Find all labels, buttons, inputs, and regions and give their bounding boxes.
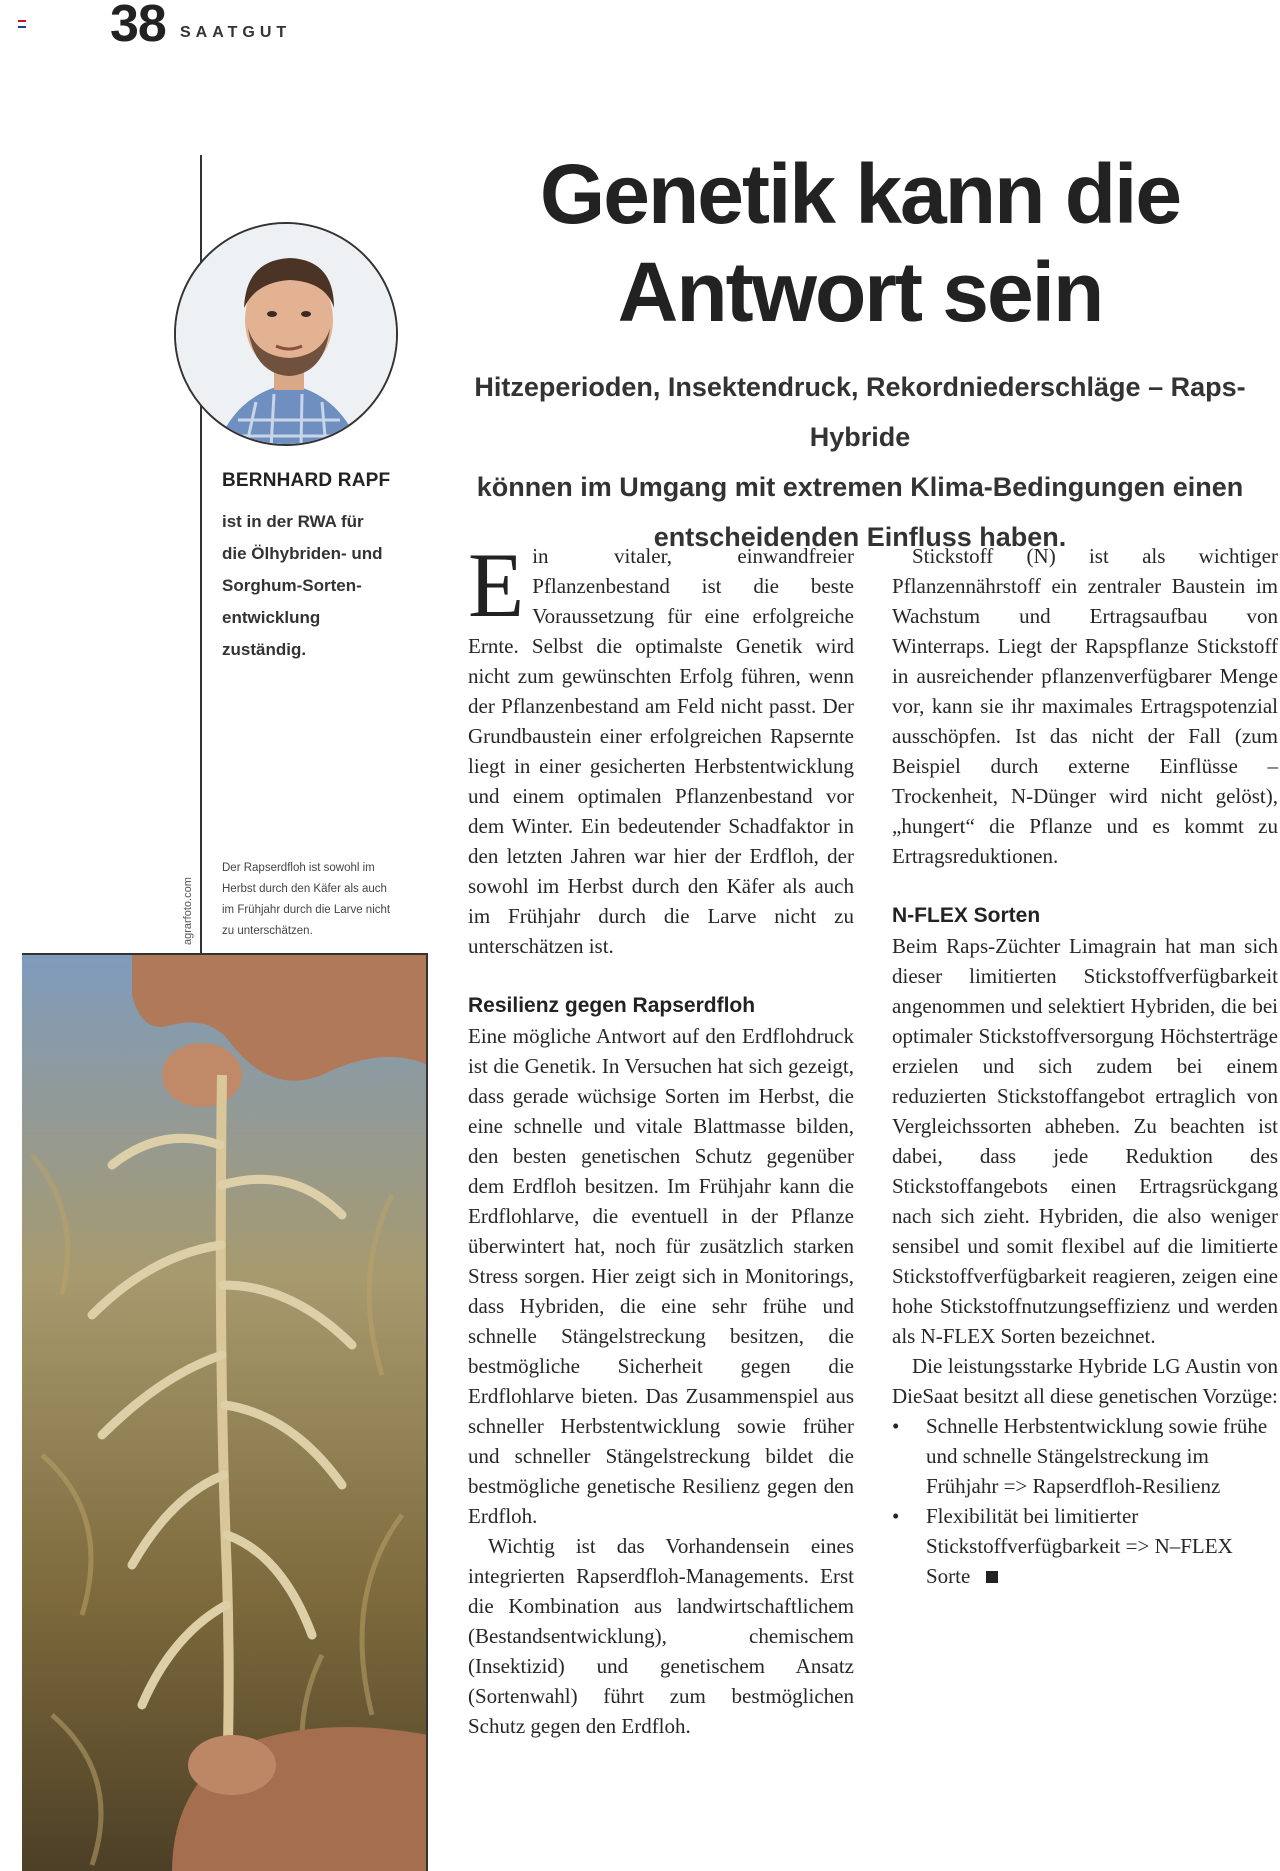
author-name: BERNHARD RAPF <box>222 470 391 491</box>
lead-line: können im Umgang mit extremen Klima-Bedingungen einen <box>476 472 1244 502</box>
list-item <box>892 1501 1278 1591</box>
portrait-illustration <box>176 224 398 446</box>
subheading-resilienz: Resilienz gegen Rapserdfloh <box>468 994 756 1017</box>
list-item-text: Schnelle Herbstentwicklung sowie frühe und schnelle Stängelstreckung im Frühjahr => Rapserdfloh-Resilienz <box>926 1414 1268 1498</box>
photo-caption: Der Rapserdfloh ist sowohl im Herbst durch den Käfer als auch im Frühjahr durch die Larve nicht zu unterschätzen. <box>222 862 391 937</box>
page-number: 38 <box>110 0 166 53</box>
flag-icon <box>18 20 26 27</box>
benefits-list <box>892 1411 1278 1591</box>
lead-text <box>460 362 1260 562</box>
article-column-1 <box>468 534 854 1741</box>
headline-line: Antwort sein <box>617 245 1103 339</box>
paragraph: Beim Raps-Züchter Limagrain hat man sich dieser limitierten Stickstoffverfügbarkeit angenommen und selektiert Hybriden, die bei optimaler Stickstoffversorgung Höchsterträge erzielen und sich zudem bei einem reduzierten Stickstoffangebot ertraglich von Vergleichssorten abheben. Zu beachten ist dabei, dass jede Reduktion des Stickstoffangebots einen Ertragsrückgang nach sich zieht. Hybriden, die also weniger sensibel und somit flexibel auf die limitierte Stickstoffverfügbarkeit reagieren, zeigen eine hohe Stickstoffnutzungseffizienz und werden als N-FLEX Sorten bezeichnet. <box>892 934 1278 1348</box>
lead-line: Hitzeperioden, Insektendruck, Rekordniederschläge – Raps-Hybride <box>474 372 1246 452</box>
paragraph: Wichtig ist das Vorhandensein eines integrierten Rapserdfloh-Managements. Erst die Kombination aus landwirtschaftlichem (Bestandsentwicklung), chemischem (Insektizid) und genetischem Ansatz (Sortenwahl) führt zum bestmöglichen Schutz gegen den Erdfloh. <box>468 1534 854 1738</box>
rapeseed-illustration <box>22 955 428 1871</box>
paragraph: Stickstoff (N) ist als wichtiger Pflanzennährstoff ein zentraler Baustein im Wachstum und Ertragsaufbau von Winterraps. Liegt der Rapspflanze Stickstoff in ausreichender pflanzenverfügbarer Menge vor, kann sie ihr maximales Ertragspotenzial ausschöpfen. Ist das nicht der Fall (zum Beispiel durch externe Einflüsse – Trockenheit, N-Dünger wird nicht gelöst), „hungert“ die Pflanze und es kommt zu Ertragsreduktionen. <box>892 544 1278 868</box>
lead-line: entscheidenden Einfluss haben. <box>653 522 1067 552</box>
paragraph: Die leistungsstarke Hybride LG Austin von DieSaat besitzt all diese genetischen Vorzüge: <box>892 1354 1278 1408</box>
paragraph-text: in vitaler, einwandfreier Pflanzenbestand ist die beste Voraussetzung für eine erfolgreiche Ernte. Selbst die optimalste Genetik wird nicht zum gewünschten Erfolg führen, wenn der Pflanzenbestand am Feld nicht passt. Der Grundbaustein einer erfolgreichen Rapsernte liegt in einer gesicherten Herbstentwicklung und einem optimalen Pflanzenbestand vor dem Winter. Ein bedeutender Schadfaktor in den letzten Jahren war hier der Erdfloh, der sowohl im Herbst durch den Käfer als auch im Frühjahr durch die Larve nicht zu unterschätzen ist. <box>468 544 854 958</box>
section-label: SAATGUT <box>180 24 292 41</box>
paragraph: Eine mögliche Antwort auf den Erdflohdruck ist die Genetik. In Versuchen hat sich gezeigt, dass gerade wüchsige Sorten im Herbst, die eine schnelle und vitale Blattmasse bilden, den besten genetischen Schutz gegenüber dem Erdfloh besitzen. Im Frühjahr kann die Erdflohlarve, die eventuell in der Pflanze überwintert hat, noch für zusätzlich starken Stress sorgen. Hier zeigt sich in Monitorings, dass Hybriden, die eine sehr frühe und schnelle Stängelstreckung besitzen, die bestmögliche Sicherheit gegen die Erdflohlarve bieten. Das Zusammenspiel aus schneller Herbstentwicklung sowie früher und schneller Stängelstreckung bildet die bestmögliche genetische Resilienz gegen den Erdfloh. <box>468 1024 854 1528</box>
headline-line: Genetik kann die <box>539 147 1181 241</box>
end-mark-icon <box>986 1571 998 1583</box>
author-role: ist in der RWA für die Ölhybriden- und Sorghum-Sorten-entwicklung zuständig. <box>222 512 383 659</box>
list-item-text: Flexibilität bei limitierter Stickstoffverfügbarkeit => N–FLEX Sorte <box>926 1504 1233 1588</box>
drop-cap: E <box>468 534 525 636</box>
rapeseed-photo <box>22 953 428 1871</box>
article-column-2 <box>892 541 1278 1591</box>
author-portrait <box>174 222 398 446</box>
subheading-nflex: N-FLEX Sorten <box>892 904 1041 927</box>
list-item <box>892 1411 1278 1501</box>
intro-paragraph <box>468 534 854 961</box>
photo-credit: agrarfoto.com <box>182 877 194 945</box>
headline <box>480 145 1240 341</box>
